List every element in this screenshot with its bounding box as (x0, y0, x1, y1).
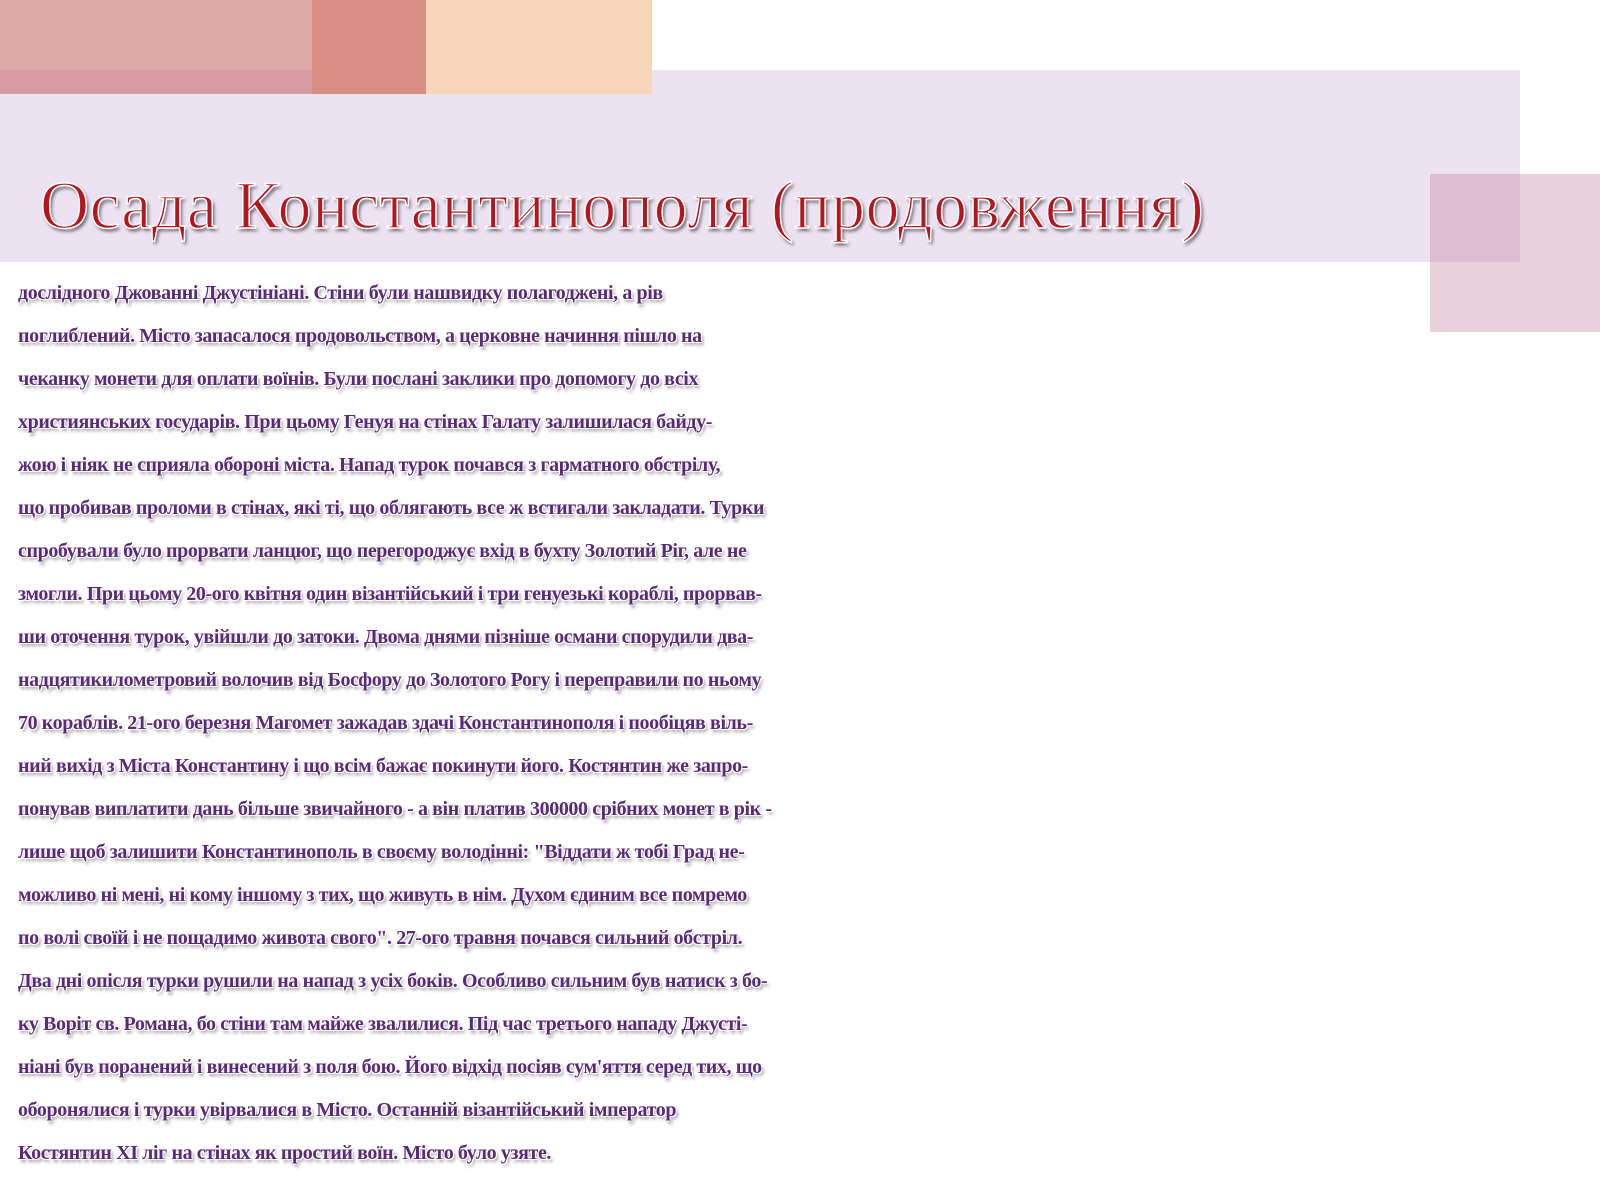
text-line: дослідного Джованні Джустініані. Стіни були нашвидку полагоджені, а рів (18, 282, 663, 304)
text-line: жою і ніяк не сприяла обороні міста. Напад турок почався з гарматного обстрілу, (18, 454, 721, 476)
text-line: 70 кораблів. 21-ого березня Магомет зажадав здачі Константинополя і пообіцяв віль- (18, 712, 753, 734)
text-line: поглиблений. Місто запасалося продовольством, а церковне начиння пішло на (18, 325, 702, 347)
text-line: оборонялися і турки увірвалися в Місто. Останній візантійський імператор (18, 1099, 677, 1121)
text-line: лише щоб залишити Константинополь в своєму володінні: "Віддати ж тобі Град не- (18, 841, 745, 863)
rose-decor-strip (0, 70, 312, 94)
text-line: Два дні опісля турки рушили на напад з усіх боків. Особливо сильним був натиск з бо- (18, 970, 768, 992)
text-line: Костянтин XI ліг на стінах як простий воїн. Місто було узяте. (18, 1142, 552, 1164)
text-line: ний вихід з Міста Константину і що всім бажає покинути його. Костянтин же запро- (18, 755, 748, 777)
text-line: що пробивав проломи в стінах, які ті, що облягають все ж встигали закладати. Турки (18, 497, 765, 519)
slide-title: Осада Константинополя (продовження) (40, 167, 1205, 243)
body-text (18, 272, 1598, 1175)
coral-decor-square (312, 0, 426, 94)
text-line: ши оточення турок, увійшли до затоки. Двома днями пізніше османи спорудили два- (18, 626, 754, 648)
text-line: понував виплатити дань більше звичайного - а він платив 300000 срібних монет в рік - (18, 798, 772, 820)
peach-decor-square (426, 0, 652, 94)
text-line: християнських государів. При цьому Генуя на стінах Галату залишилася байду- (18, 411, 713, 433)
text-line: ніані був поранений і винесений з поля бою. Його відхід посіяв сум'яття серед тих, що (18, 1056, 762, 1078)
text-line: спробували було прорвати ланцюг, що перегороджує вхід в бухту Золотий Ріг, але не (18, 540, 747, 562)
text-line: надцятикилометровий волочив від Босфору до Золотого Рогу і переправили по ньому (18, 669, 762, 691)
text-line: чеканку монети для оплати воїнів. Були послані заклики про допомогу до всіх (18, 368, 699, 390)
text-line: по волі своїй і не пощадимо живота свого". 27-ого травня почався сильний обстріл. (18, 927, 743, 949)
text-line: можливо ні мені, ні кому іншому з тих, що живуть в нім. Духом єдиним все помремо (18, 884, 747, 906)
text-line: змогли. При цьому 20-ого квітня один візантійський і три генуезькі кораблі, прорвав- (18, 583, 762, 605)
text-line: ку Воріт св. Романа, бо стіни там майже звалилися. Під час третього нападу Джусті- (18, 1013, 748, 1035)
